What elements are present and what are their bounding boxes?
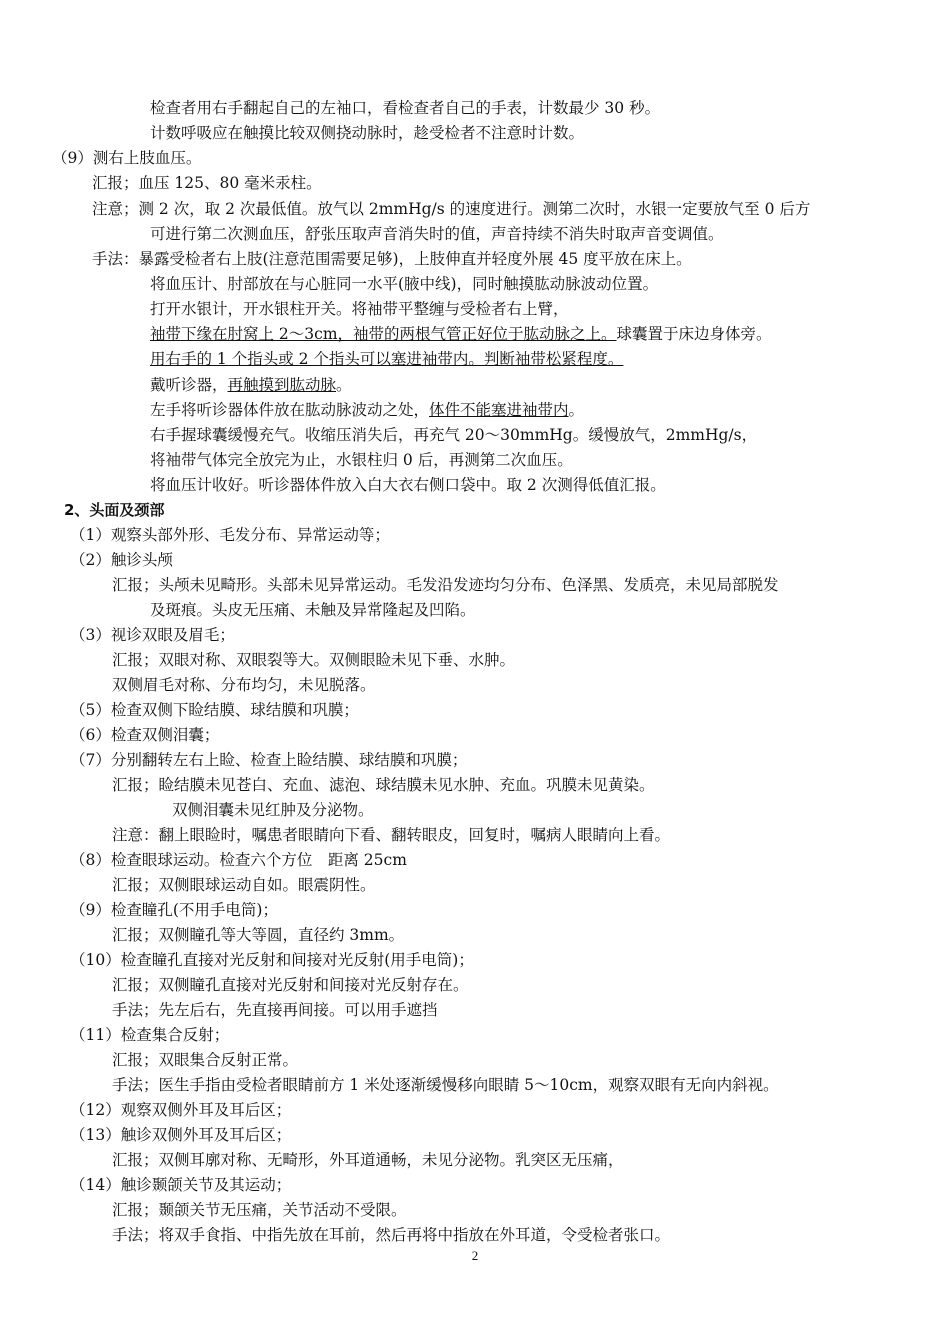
item-heading: （9）测右上肢血压。 [52,149,202,167]
text-line: 汇报；双侧耳廓对称、无畸形，外耳道通畅，未见分泌物。乳突区无压痛， [112,1151,624,1169]
underlined-text: 袖带下缘在肘窝上 2～3cm，袖带的两根气管正好位于肱动脉之上。 [150,325,617,343]
item-heading: （5）检查双侧下睑结膜、球结膜和巩膜； [70,701,359,719]
text-line: 汇报；睑结膜未见苍白、充血、滤泡、球结膜未见水肿、充血。巩膜未见黄染。 [112,776,655,794]
underlined-text: 用右手的 1 个指头或 2 个指头可以塞进袖带内。判断袖带松紧程度。 [150,350,624,368]
text-line: 汇报；双眼对称、双眼裂等大。双侧眼睑未见下垂、水肿。 [112,651,516,669]
underlined-text: 体件不能塞进袖带内 [429,401,569,419]
section-heading: 2、头面及颈部 [64,501,165,519]
text-line: 右手握球囊缓慢充气。收缩压消失后，再充气 20～30mmHg。缓慢放气，2mmHg/s， [150,426,758,444]
text-span: 左手将听诊器体件放在肱动脉波动之处， [150,401,430,419]
text-line: 将血压计、肘部放在与心脏同一水平(腋中线)，同时触摸肱动脉波动位置。 [150,275,659,293]
text-line: 双侧泪囊未见红肿及分泌物。 [172,801,374,819]
item-heading: （13）触诊双侧外耳及耳后区； [70,1126,292,1144]
text-line: 双侧眉毛对称、分布均匀，未见脱落。 [112,676,376,694]
text-line: 汇报；双眼集合反射正常。 [112,1051,299,1069]
item-heading: （12）观察双侧外耳及耳后区； [70,1101,292,1119]
text-line: 汇报；颞颌关节无压痛，关节活动不受限。 [112,1201,407,1219]
text-line: 汇报；血压 125、80 毫米汞柱。 [92,174,322,192]
text-line: 汇报；头颅未见畸形。头部未见异常运动。毛发沿发迹均匀分布、色泽黑、发质亮，未见局部脱发 [112,576,779,594]
item-heading: （11）检查集合反射； [70,1026,230,1044]
item-heading: （9）检查瞳孔(不用手电筒)； [70,901,278,919]
item-heading: （8）检查眼球运动。检查六个方位 距离 25cm [70,851,407,869]
text-line: 计数呼吸应在触摸比较双侧挠动脉时，趁受检者不注意时计数。 [150,124,585,142]
text-span: 。 [568,401,585,419]
item-heading: （3）视诊双眼及眉毛； [70,626,235,644]
text-line: 及斑痕。头皮无压痛、未触及异常隆起及凹陷。 [150,601,476,619]
text-line: 汇报；双侧瞳孔等大等圆，直径约 3mm。 [112,926,405,944]
item-heading: （7）分别翻转左右上睑、检查上睑结膜、球结膜和巩膜； [70,751,468,769]
text-line [150,347,623,372]
item-heading: （2）触诊头颅 [70,551,173,569]
item-heading: （10）检查瞳孔直接对光反射和间接对光反射(用手电筒)； [70,951,474,969]
text-line: 注意：翻上眼睑时，嘱患者眼睛向下看、翻转眼皮，回复时，嘱病人眼睛向上看。 [112,826,671,844]
text-line: 可进行第二次测血压，舒张压取声音消失时的值，声音持续不消失时取声音变调值。 [150,225,724,243]
item-heading: （1）观察头部外形、毛发分布、异常运动等； [70,526,390,544]
text-line: 手法；医生手指由受检者眼睛前方 1 米处逐渐缓慢移向眼睛 5～10cm，观察双眼有无向内斜视。 [112,1076,779,1094]
text-line: 检查者用右手翻起自己的左袖口，看检查者自己的手表，计数最少 30 秒。 [150,99,661,117]
text-line: 手法；先左后右，先直接再间接。可以用手遮挡 [112,1001,438,1019]
text-line: 汇报；双侧眼球运动自如。眼震阴性。 [112,876,376,894]
text-span: 球囊置于床边身体旁。 [616,325,772,343]
item-heading: （6）检查双侧泪囊； [70,726,220,744]
text-span: 。 [336,376,352,394]
text-line [150,398,584,423]
page-number: 2 [471,1248,479,1263]
text-line [150,322,772,347]
text-line: 将血压计收好。听诊器体件放入白大衣右侧口袋中。取 2 次测得低值汇报。 [150,476,666,494]
text-line: 手法：暴露受检者右上肢(注意范围需要足够)，上肢伸直并轻度外展 45 度平放在床上。 [92,250,692,268]
text-span: 戴听诊器， [150,376,228,394]
text-line [150,373,352,398]
text-line: 将袖带气体完全放完为止，水银柱归 0 后，再测第二次血压。 [150,451,573,469]
text-line: 打开水银计，开水银柱开关。将袖带平整缠与受检者右上臂， [150,300,569,318]
text-line: 手法；将双手食指、中指先放在耳前，然后再将中指放在外耳道，令受检者张口。 [112,1226,671,1244]
text-line: 注意；测 2 次，取 2 次最低值。放气以 2mmHg/s 的速度进行。测第二次时，水银一定要放气至 0 后方 [92,200,811,218]
underlined-text: 再触摸到肱动脉 [227,376,337,394]
item-heading: （14）触诊颞颌关节及其运动； [70,1176,292,1194]
text-line: 汇报；双侧瞳孔直接对光反射和间接对光反射存在。 [112,976,469,994]
